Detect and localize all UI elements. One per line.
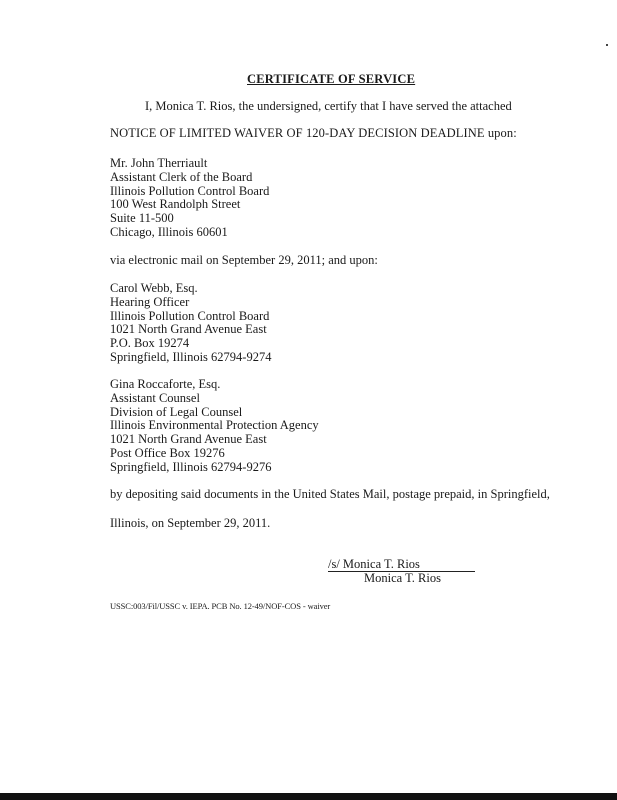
service-method-email: via electronic mail on September 29, 2011; and upon: xyxy=(110,253,378,267)
page-edge-bottom xyxy=(0,793,617,800)
address-line: 1021 North Grand Avenue East xyxy=(110,322,267,337)
address-line: Springfield, Illinois 62794-9274 xyxy=(110,349,272,364)
recipient-address-clerk xyxy=(110,157,269,240)
service-place-date: Illinois, on September 29, 2011. xyxy=(110,516,271,530)
signature: /s/ Monica T. Rios xyxy=(328,557,420,571)
address-line: Illinois Environmental Protection Agency xyxy=(110,418,319,433)
address-line: Gina Roccaforte, Esq. xyxy=(110,377,221,391)
service-method-mail: by depositing said documents in the United States Mail, postage prepaid, in Springfield, xyxy=(110,487,550,501)
address-line: 100 West Randolph Street xyxy=(110,197,241,212)
address-line: Illinois Pollution Control Board xyxy=(110,308,270,323)
page-edge-right xyxy=(612,0,617,800)
signer-name: Monica T. Rios xyxy=(364,571,441,585)
address-line: Assistant Counsel xyxy=(110,390,200,405)
document-title: CERTIFICATE OF SERVICE xyxy=(247,72,416,86)
address-line: Post Office Box 19276 xyxy=(110,445,225,460)
address-line: Division of Legal Counsel xyxy=(110,404,243,419)
address-line: Mr. John Therriault xyxy=(110,156,208,170)
address-line: Chicago, Illinois 60601 xyxy=(110,224,228,239)
address-line: P.O. Box 19274 xyxy=(110,336,190,351)
address-line: 1021 North Grand Avenue East xyxy=(110,432,267,447)
footer-reference: USSC:003/Fil/USSC v. IEPA. PCB No. 12-49/NOF-COS - waiver xyxy=(110,601,331,611)
scan-speck xyxy=(606,44,608,46)
address-line: Assistant Clerk of the Board xyxy=(110,169,253,184)
recipient-address-counsel xyxy=(110,378,319,475)
address-line: Springfield, Illinois 62794-9276 xyxy=(110,459,272,474)
notice-title-line: NOTICE OF LIMITED WAIVER OF 120-DAY DECISION DEADLINE upon: xyxy=(110,126,517,140)
signature-line xyxy=(328,558,475,572)
certification-statement: I, Monica T. Rios, the undersigned, certify that I have served the attached xyxy=(145,99,512,113)
address-line: Suite 11-500 xyxy=(110,211,174,226)
address-line: Hearing Officer xyxy=(110,294,190,309)
address-line: Illinois Pollution Control Board xyxy=(110,183,270,198)
recipient-address-hearing-officer xyxy=(110,282,271,365)
address-line: Carol Webb, Esq. xyxy=(110,281,198,295)
